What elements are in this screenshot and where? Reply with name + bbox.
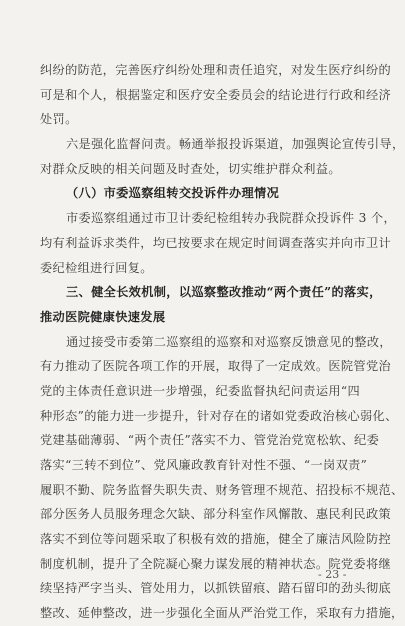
text-line: 党建基础薄弱、“两个责任”落实不力、管党治党宽松软、纪委 [40,433,380,448]
text-line: 处罚。 [40,112,78,127]
heading-line: 三、健全长效机制，以巡察整改推动“两个责任”的落实， [66,285,382,300]
text-line: 纠纷的防范，完善医疗纠纷处理和责任追究，对发生医疗纠纷的 [40,63,392,77]
text-line: 整改、延伸整改，进一步强化全面从严治党工作，采取有力措施， [40,606,404,621]
text-line: 通过接受市委第二巡察组的巡察和对巡察反馈意见的整改， [66,334,392,349]
text-line: 落实不到位等问题采取了积极有效的措施，健全了廉洁风险防控 [40,532,392,547]
heading-line: 推动医院健康快速发展 [40,309,166,324]
text-line: 种形态”的能力进一步提升，针对存在的诸如党委政治核心弱化、 [40,408,398,423]
text-line: 续坚持严字当头、管处用力，以抓铁留痕、踏石留印的劲头彻底 [40,581,392,596]
text-line: 落实“三转不到位”、党风廉政教育针对性不强、“一岗双责” [40,458,368,472]
body-text [40,58,405,626]
heading-line: （八）市委巡察组转交投诉件办理情况 [66,186,280,201]
text-line: 有力推动了医院各项工作的开展，取得了一定成效。医院管党治 [40,359,392,374]
text-line: 部分医务人员服务理念欠缺、部分科室作风懈散、惠民利民政策 [40,507,392,522]
text-line: 对群众反映的相关问题及时查处，切实维护群众利益。 [40,161,341,176]
text-line: 制度机制，提升了全院凝心聚力谋发展的精神状态。院党委将继 [40,556,392,571]
text-line: 可是和个人，根据鉴定和医疗安全委员会的结论进行行政和经济 [40,87,392,102]
text-line: 市委巡察组通过市卫计委纪检组转办我院群众投诉件 3 个， [66,211,396,226]
page-number: - 23 - [318,568,347,581]
text-line: 履职不勤、院务监督失职失责、财务管理不规范、招投标不规范、 [40,482,404,497]
text-line: 六是强化监督问责。畅通举报投诉渠道，加强舆论宣传引导， [66,137,405,152]
text-line: 委纪检组进行回复。 [40,260,153,275]
text-line: 均有利益诉求类件，均已按要求在规定时间调查落实并向市卫计 [40,235,392,250]
text-line: 党的主体责任意识进一步增强，纪委监督执纪问责运用“四 [40,383,361,398]
